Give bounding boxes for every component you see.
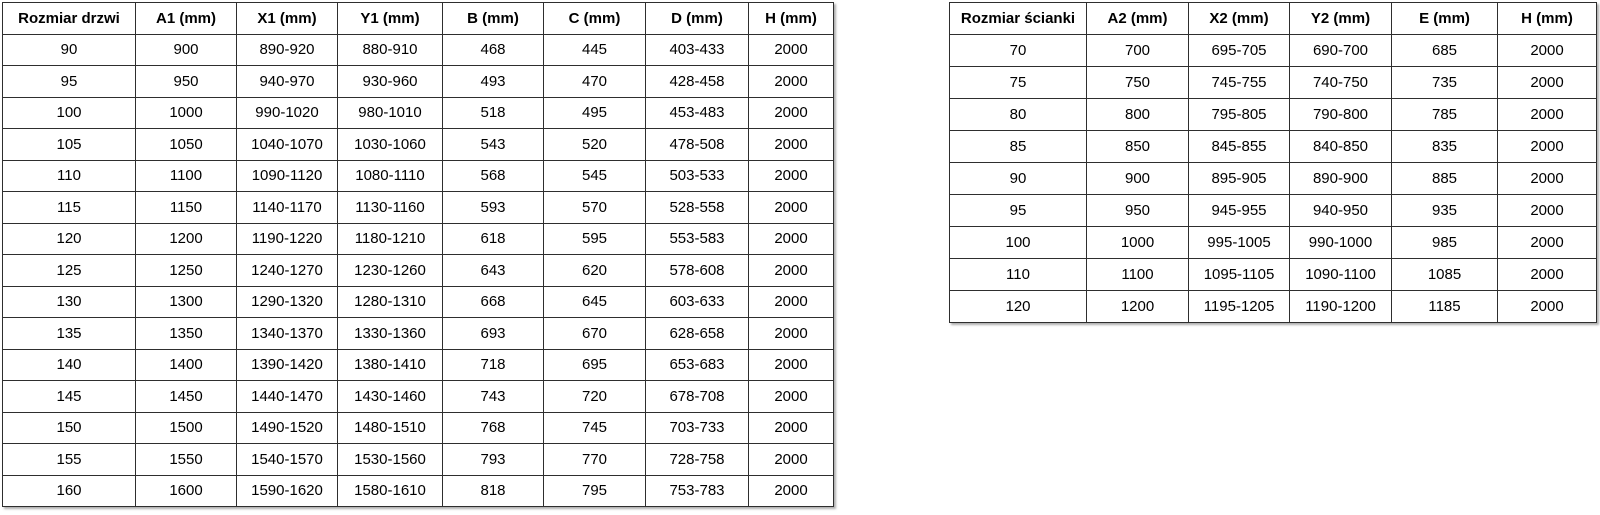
table-cell: 990-1020 bbox=[237, 97, 338, 129]
table-cell: 1085 bbox=[1392, 259, 1498, 291]
table-cell: 618 bbox=[443, 223, 544, 255]
table-row bbox=[3, 223, 834, 255]
table-cell: 80 bbox=[950, 99, 1087, 131]
table-cell: 1440-1470 bbox=[237, 381, 338, 413]
table-cell: 990-1000 bbox=[1290, 227, 1392, 259]
table-row bbox=[950, 163, 1597, 195]
table-cell: 1430-1460 bbox=[338, 381, 443, 413]
table-cell: 1550 bbox=[136, 444, 237, 476]
table-cell: 1380-1410 bbox=[338, 349, 443, 381]
table-cell: 1340-1370 bbox=[237, 318, 338, 350]
column-header: Y1 (mm) bbox=[338, 3, 443, 35]
table-cell: 2000 bbox=[749, 160, 834, 192]
table-cell: 70 bbox=[950, 35, 1087, 67]
column-header: A2 (mm) bbox=[1087, 3, 1189, 35]
table-cell: 845-855 bbox=[1189, 131, 1290, 163]
table-cell: 140 bbox=[3, 349, 136, 381]
table-cell: 795 bbox=[544, 475, 646, 507]
table-cell: 980-1010 bbox=[338, 97, 443, 129]
table-cell: 645 bbox=[544, 286, 646, 318]
table-cell: 1200 bbox=[1087, 291, 1189, 323]
table-cell: 620 bbox=[544, 255, 646, 287]
table-cell: 1250 bbox=[136, 255, 237, 287]
table-cell: 850 bbox=[1087, 131, 1189, 163]
table-cell: 155 bbox=[3, 444, 136, 476]
table-cell: 528-558 bbox=[646, 192, 749, 224]
table-cell: 885 bbox=[1392, 163, 1498, 195]
table-cell: 745-755 bbox=[1189, 67, 1290, 99]
table-row bbox=[3, 444, 834, 476]
table-cell: 90 bbox=[3, 34, 136, 66]
table-cell: 1540-1570 bbox=[237, 444, 338, 476]
table-cell: 950 bbox=[1087, 195, 1189, 227]
table-cell: 1290-1320 bbox=[237, 286, 338, 318]
table-cell: 1000 bbox=[136, 97, 237, 129]
table-cell: 1140-1170 bbox=[237, 192, 338, 224]
table-cell: 2000 bbox=[1498, 259, 1597, 291]
table-cell: 445 bbox=[544, 34, 646, 66]
table-cell: 1580-1610 bbox=[338, 475, 443, 507]
table-cell: 2000 bbox=[749, 444, 834, 476]
table-cell: 653-683 bbox=[646, 349, 749, 381]
table-cell: 520 bbox=[544, 129, 646, 161]
table-cell: 2000 bbox=[1498, 163, 1597, 195]
table-row bbox=[950, 227, 1597, 259]
table-cell: 1130-1160 bbox=[338, 192, 443, 224]
table-cell: 2000 bbox=[749, 286, 834, 318]
table-cell: 1000 bbox=[1087, 227, 1189, 259]
table-cell: 800 bbox=[1087, 99, 1189, 131]
table-cell: 668 bbox=[443, 286, 544, 318]
table-cell: 503-533 bbox=[646, 160, 749, 192]
table-cell: 880-910 bbox=[338, 34, 443, 66]
table-cell: 940-970 bbox=[237, 66, 338, 98]
table-cell: 940-950 bbox=[1290, 195, 1392, 227]
table-cell: 743 bbox=[443, 381, 544, 413]
table-row bbox=[950, 259, 1597, 291]
table-cell: 785 bbox=[1392, 99, 1498, 131]
table-cell: 603-633 bbox=[646, 286, 749, 318]
table-row bbox=[3, 318, 834, 350]
table-cell: 2000 bbox=[749, 412, 834, 444]
table-cell: 1590-1620 bbox=[237, 475, 338, 507]
table-cell: 995-1005 bbox=[1189, 227, 1290, 259]
column-header: Y2 (mm) bbox=[1290, 3, 1392, 35]
table-cell: 818 bbox=[443, 475, 544, 507]
column-header: X2 (mm) bbox=[1189, 3, 1290, 35]
table-cell: 2000 bbox=[1498, 67, 1597, 99]
table-row bbox=[3, 129, 834, 161]
table-cell: 678-708 bbox=[646, 381, 749, 413]
table-cell: 1400 bbox=[136, 349, 237, 381]
table-cell: 2000 bbox=[749, 129, 834, 161]
table-cell: 718 bbox=[443, 349, 544, 381]
table-cell: 478-508 bbox=[646, 129, 749, 161]
table-cell: 690-700 bbox=[1290, 35, 1392, 67]
table-cell: 628-658 bbox=[646, 318, 749, 350]
table-cell: 1090-1100 bbox=[1290, 259, 1392, 291]
wall-table-body bbox=[950, 35, 1597, 323]
table-cell: 2000 bbox=[749, 192, 834, 224]
table-cell: 945-955 bbox=[1189, 195, 1290, 227]
table-cell: 120 bbox=[950, 291, 1087, 323]
header-row bbox=[950, 3, 1597, 35]
table-cell: 790-800 bbox=[1290, 99, 1392, 131]
table-cell: 1030-1060 bbox=[338, 129, 443, 161]
table-cell: 1230-1260 bbox=[338, 255, 443, 287]
table-cell: 428-458 bbox=[646, 66, 749, 98]
table-cell: 2000 bbox=[749, 318, 834, 350]
table-row bbox=[3, 412, 834, 444]
column-header: Rozmiar drzwi bbox=[3, 3, 136, 35]
table-cell: 2000 bbox=[1498, 131, 1597, 163]
column-header: Rozmiar ścianki bbox=[950, 3, 1087, 35]
header-row bbox=[3, 3, 834, 35]
table-cell: 403-433 bbox=[646, 34, 749, 66]
table-cell: 493 bbox=[443, 66, 544, 98]
table-cell: 468 bbox=[443, 34, 544, 66]
table-row bbox=[3, 34, 834, 66]
table-cell: 685 bbox=[1392, 35, 1498, 67]
table-cell: 793 bbox=[443, 444, 544, 476]
table-cell: 670 bbox=[544, 318, 646, 350]
table-cell: 770 bbox=[544, 444, 646, 476]
table-cell: 553-583 bbox=[646, 223, 749, 255]
table-cell: 1180-1210 bbox=[338, 223, 443, 255]
table-cell: 2000 bbox=[1498, 291, 1597, 323]
table-cell: 2000 bbox=[749, 223, 834, 255]
table-cell: 835 bbox=[1392, 131, 1498, 163]
table-cell: 1195-1205 bbox=[1189, 291, 1290, 323]
table-cell: 518 bbox=[443, 97, 544, 129]
table-cell: 745 bbox=[544, 412, 646, 444]
table-cell: 120 bbox=[3, 223, 136, 255]
table-cell: 2000 bbox=[749, 349, 834, 381]
table-cell: 1100 bbox=[136, 160, 237, 192]
column-header: E (mm) bbox=[1392, 3, 1498, 35]
table-row bbox=[3, 160, 834, 192]
table-cell: 2000 bbox=[749, 381, 834, 413]
table-cell: 1480-1510 bbox=[338, 412, 443, 444]
table-cell: 1500 bbox=[136, 412, 237, 444]
table-cell: 125 bbox=[3, 255, 136, 287]
column-header: H (mm) bbox=[749, 3, 834, 35]
table-cell: 1280-1310 bbox=[338, 286, 443, 318]
table-cell: 570 bbox=[544, 192, 646, 224]
table-cell: 145 bbox=[3, 381, 136, 413]
table-cell: 568 bbox=[443, 160, 544, 192]
table-cell: 595 bbox=[544, 223, 646, 255]
table-row bbox=[950, 99, 1597, 131]
table-cell: 795-805 bbox=[1189, 99, 1290, 131]
table-row bbox=[950, 67, 1597, 99]
table-cell: 1390-1420 bbox=[237, 349, 338, 381]
door-table-body bbox=[3, 34, 834, 507]
table-cell: 695-705 bbox=[1189, 35, 1290, 67]
column-header: B (mm) bbox=[443, 3, 544, 35]
table-cell: 1350 bbox=[136, 318, 237, 350]
table-cell: 2000 bbox=[749, 66, 834, 98]
table-cell: 1040-1070 bbox=[237, 129, 338, 161]
table-cell: 2000 bbox=[749, 34, 834, 66]
table-cell: 768 bbox=[443, 412, 544, 444]
table-cell: 130 bbox=[3, 286, 136, 318]
table-cell: 950 bbox=[136, 66, 237, 98]
table-cell: 1080-1110 bbox=[338, 160, 443, 192]
column-header: X1 (mm) bbox=[237, 3, 338, 35]
door-size-table bbox=[2, 2, 834, 507]
table-cell: 543 bbox=[443, 129, 544, 161]
table-cell: 470 bbox=[544, 66, 646, 98]
table-cell: 840-850 bbox=[1290, 131, 1392, 163]
table-row bbox=[3, 475, 834, 507]
table-cell: 700 bbox=[1087, 35, 1189, 67]
table-row bbox=[3, 97, 834, 129]
table-row bbox=[3, 349, 834, 381]
table-cell: 703-733 bbox=[646, 412, 749, 444]
table-cell: 1200 bbox=[136, 223, 237, 255]
table-cell: 740-750 bbox=[1290, 67, 1392, 99]
table-cell: 930-960 bbox=[338, 66, 443, 98]
table-cell: 753-783 bbox=[646, 475, 749, 507]
table-cell: 1600 bbox=[136, 475, 237, 507]
table-cell: 693 bbox=[443, 318, 544, 350]
table-cell: 720 bbox=[544, 381, 646, 413]
table-cell: 495 bbox=[544, 97, 646, 129]
table-cell: 1050 bbox=[136, 129, 237, 161]
table-cell: 895-905 bbox=[1189, 163, 1290, 195]
door-table-header bbox=[3, 3, 834, 35]
table-cell: 2000 bbox=[749, 475, 834, 507]
table-cell: 75 bbox=[950, 67, 1087, 99]
table-cell: 2000 bbox=[749, 97, 834, 129]
table-row bbox=[3, 381, 834, 413]
table-cell: 2000 bbox=[749, 255, 834, 287]
table-cell: 935 bbox=[1392, 195, 1498, 227]
table-cell: 750 bbox=[1087, 67, 1189, 99]
table-cell: 115 bbox=[3, 192, 136, 224]
table-cell: 695 bbox=[544, 349, 646, 381]
table-cell: 1150 bbox=[136, 192, 237, 224]
table-row bbox=[950, 291, 1597, 323]
table-cell: 90 bbox=[950, 163, 1087, 195]
table-cell: 105 bbox=[3, 129, 136, 161]
table-cell: 2000 bbox=[1498, 227, 1597, 259]
table-cell: 900 bbox=[136, 34, 237, 66]
column-header: C (mm) bbox=[544, 3, 646, 35]
table-cell: 95 bbox=[3, 66, 136, 98]
table-cell: 100 bbox=[3, 97, 136, 129]
table-cell: 1090-1120 bbox=[237, 160, 338, 192]
wall-table-header bbox=[950, 3, 1597, 35]
table-cell: 1190-1220 bbox=[237, 223, 338, 255]
table-cell: 110 bbox=[950, 259, 1087, 291]
table-cell: 900 bbox=[1087, 163, 1189, 195]
table-row bbox=[950, 131, 1597, 163]
table-cell: 95 bbox=[950, 195, 1087, 227]
table-cell: 985 bbox=[1392, 227, 1498, 259]
table-cell: 545 bbox=[544, 160, 646, 192]
table-cell: 135 bbox=[3, 318, 136, 350]
table-cell: 1185 bbox=[1392, 291, 1498, 323]
table-cell: 1490-1520 bbox=[237, 412, 338, 444]
table-cell: 1450 bbox=[136, 381, 237, 413]
table-cell: 85 bbox=[950, 131, 1087, 163]
table-row bbox=[3, 66, 834, 98]
table-row bbox=[950, 35, 1597, 67]
table-row bbox=[3, 286, 834, 318]
table-cell: 2000 bbox=[1498, 195, 1597, 227]
table-cell: 890-920 bbox=[237, 34, 338, 66]
table-cell: 735 bbox=[1392, 67, 1498, 99]
table-row bbox=[3, 192, 834, 224]
table-cell: 100 bbox=[950, 227, 1087, 259]
table-cell: 728-758 bbox=[646, 444, 749, 476]
table-cell: 593 bbox=[443, 192, 544, 224]
column-header: A1 (mm) bbox=[136, 3, 237, 35]
table-cell: 2000 bbox=[1498, 35, 1597, 67]
table-cell: 643 bbox=[443, 255, 544, 287]
table-cell: 1100 bbox=[1087, 259, 1189, 291]
table-row bbox=[3, 255, 834, 287]
table-cell: 1095-1105 bbox=[1189, 259, 1290, 291]
table-cell: 1240-1270 bbox=[237, 255, 338, 287]
table-cell: 1330-1360 bbox=[338, 318, 443, 350]
column-header: H (mm) bbox=[1498, 3, 1597, 35]
table-cell: 1190-1200 bbox=[1290, 291, 1392, 323]
table-cell: 1530-1560 bbox=[338, 444, 443, 476]
table-cell: 578-608 bbox=[646, 255, 749, 287]
table-cell: 453-483 bbox=[646, 97, 749, 129]
table-cell: 150 bbox=[3, 412, 136, 444]
wall-size-table bbox=[949, 2, 1597, 323]
table-cell: 110 bbox=[3, 160, 136, 192]
table-cell: 890-900 bbox=[1290, 163, 1392, 195]
table-row bbox=[950, 195, 1597, 227]
table-cell: 1300 bbox=[136, 286, 237, 318]
table-cell: 2000 bbox=[1498, 99, 1597, 131]
table-cell: 160 bbox=[3, 475, 136, 507]
column-header: D (mm) bbox=[646, 3, 749, 35]
